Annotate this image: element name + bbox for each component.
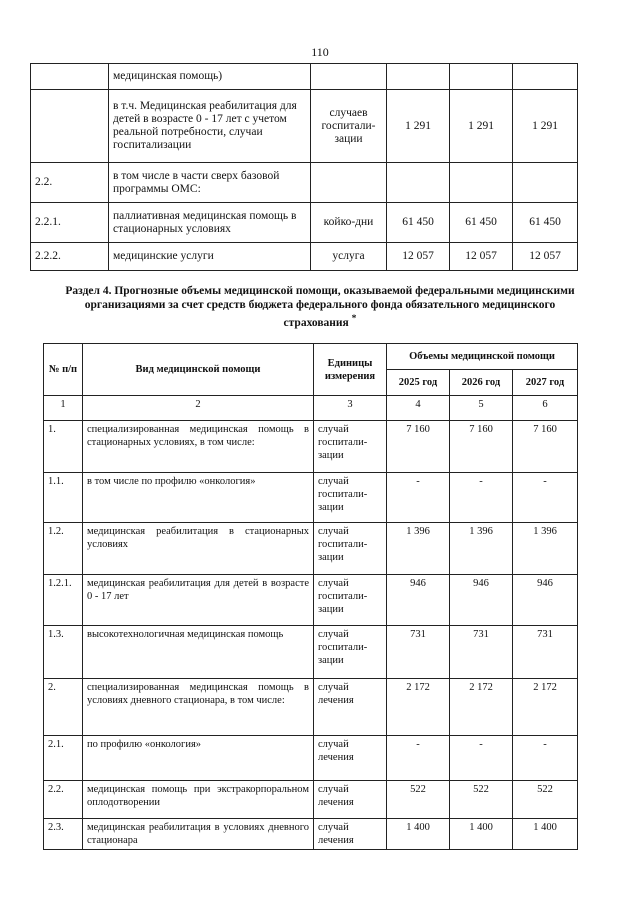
cell-v2027: 946 [513, 575, 578, 626]
table-row [31, 163, 578, 203]
cell-num: 1.3. [44, 626, 83, 679]
table-row [31, 90, 578, 163]
continued-table [30, 63, 578, 271]
table-row [31, 243, 578, 271]
column-number: 3 [314, 396, 387, 421]
cell-v2025 [387, 163, 450, 203]
cell-v2027: 731 [513, 626, 578, 679]
cell-name: специализированная медицинская помощь в стационарных условиях, в том числе: [83, 421, 314, 473]
cell-name: медицинские услуги [109, 243, 311, 271]
table-row [44, 626, 578, 679]
table-row [44, 473, 578, 523]
header-2026: 2026 год [450, 370, 513, 396]
cell-name: высокотехнологичная медицинская помощь [83, 626, 314, 679]
cell-v2026: 61 450 [450, 203, 513, 243]
cell-num: 2.1. [44, 736, 83, 781]
cell-v2027: - [513, 736, 578, 781]
cell-name: специализированная медицинская помощь в условиях дневного стационара, в том числе: [83, 679, 314, 736]
cell-unit [311, 64, 387, 90]
table-row [44, 781, 578, 819]
cell-v2027: 2 172 [513, 679, 578, 736]
cell-num: 2.2. [31, 163, 109, 203]
cell-v2026 [450, 64, 513, 90]
cell-v2026: - [450, 473, 513, 523]
cell-unit: случай лечения [314, 819, 387, 850]
table-row [44, 421, 578, 473]
cell-name: в т.ч. Медицинская реабилитация для детей в возрасте 0 - 17 лет с учетом реальной потребности, случаи госпитализации [109, 90, 311, 163]
cell-v2026: 1 291 [450, 90, 513, 163]
cell-num: 1.2.1. [44, 575, 83, 626]
cell-num: 2. [44, 679, 83, 736]
cell-name: медицинская помощь при экстракорпоральном оплодотворении [83, 781, 314, 819]
cell-v2025: - [387, 736, 450, 781]
table-row [44, 575, 578, 626]
cell-num: 1.2. [44, 523, 83, 575]
cell-unit: случай лечения [314, 781, 387, 819]
cell-num: 2.3. [44, 819, 83, 850]
cell-unit: услуга [311, 243, 387, 271]
cell-v2025: 12 057 [387, 243, 450, 271]
cell-num: 2.2.2. [31, 243, 109, 271]
header-2027: 2027 год [513, 370, 578, 396]
cell-name: в том числе в части сверх базовой программы ОМС: [109, 163, 311, 203]
cell-unit [311, 163, 387, 203]
table-row [44, 819, 578, 850]
section-title-text: Раздел 4. Прогнозные объемы медицинской помощи, оказываемой федеральными медицинскими организациями за счет средств бюджета федерального фонда обязательного медицинского страхования [65, 285, 575, 329]
cell-v2025: 946 [387, 575, 450, 626]
cell-v2025: 1 396 [387, 523, 450, 575]
column-number: 1 [44, 396, 83, 421]
cell-v2027: 522 [513, 781, 578, 819]
column-number: 6 [513, 396, 578, 421]
column-number: 4 [387, 396, 450, 421]
cell-v2027: 61 450 [513, 203, 578, 243]
header-2025: 2025 год [387, 370, 450, 396]
cell-unit: случай госпитали-зации [314, 626, 387, 679]
cell-v2025: - [387, 473, 450, 523]
cell-unit: случай госпитали-зации [314, 421, 387, 473]
cell-v2026: - [450, 736, 513, 781]
cell-name: в том числе по профилю «онкология» [83, 473, 314, 523]
cell-v2025: 731 [387, 626, 450, 679]
cell-v2026: 12 057 [450, 243, 513, 271]
cell-v2027 [513, 163, 578, 203]
cell-unit: случай лечения [314, 736, 387, 781]
cell-unit: случай госпитали-зации [314, 473, 387, 523]
section-title [60, 284, 580, 330]
footnote-mark: * [351, 313, 357, 324]
cell-name: медицинская реабилитация для детей в возрасте 0 - 17 лет [83, 575, 314, 626]
cell-v2025: 7 160 [387, 421, 450, 473]
cell-unit: случай госпитали-зации [314, 523, 387, 575]
column-number: 5 [450, 396, 513, 421]
cell-v2026 [450, 163, 513, 203]
cell-v2027: 1 396 [513, 523, 578, 575]
cell-v2026: 7 160 [450, 421, 513, 473]
forecast-volumes-table [43, 343, 578, 850]
cell-v2027: 1 291 [513, 90, 578, 163]
cell-name: по профилю «онкология» [83, 736, 314, 781]
header-name: Вид медицинской помощи [83, 344, 314, 396]
cell-name: паллиативная медицинская помощь в стационарных условиях [109, 203, 311, 243]
cell-num [31, 64, 109, 90]
cell-unit: случай госпитали-зации [314, 575, 387, 626]
table-row [44, 679, 578, 736]
column-number: 2 [83, 396, 314, 421]
cell-num [31, 90, 109, 163]
cell-v2027 [513, 64, 578, 90]
header-unit: Единицы измерения [314, 344, 387, 396]
table-row [44, 736, 578, 781]
cell-v2026: 1 400 [450, 819, 513, 850]
cell-unit: случай лечения [314, 679, 387, 736]
cell-v2026: 522 [450, 781, 513, 819]
page-number: 110 [311, 45, 329, 59]
cell-name: медицинская помощь) [109, 64, 311, 90]
cell-v2026: 2 172 [450, 679, 513, 736]
cell-num: 2.2. [44, 781, 83, 819]
table-row [31, 203, 578, 243]
header-volumes: Объемы медицинской помощи [387, 344, 578, 370]
cell-v2025: 61 450 [387, 203, 450, 243]
cell-num: 1.1. [44, 473, 83, 523]
cell-v2026: 946 [450, 575, 513, 626]
cell-v2026: 731 [450, 626, 513, 679]
cell-v2025: 1 400 [387, 819, 450, 850]
cell-v2026: 1 396 [450, 523, 513, 575]
cell-v2027: 1 400 [513, 819, 578, 850]
cell-name: медицинская реабилитация в стационарных условиях [83, 523, 314, 575]
cell-num: 2.2.1. [31, 203, 109, 243]
cell-v2027: 12 057 [513, 243, 578, 271]
cell-unit: койко-дни [311, 203, 387, 243]
cell-v2027: - [513, 473, 578, 523]
cell-v2025 [387, 64, 450, 90]
header-num: № п/п [44, 344, 83, 396]
cell-v2025: 522 [387, 781, 450, 819]
cell-v2025: 2 172 [387, 679, 450, 736]
cell-num: 1. [44, 421, 83, 473]
cell-v2027: 7 160 [513, 421, 578, 473]
table-row [31, 64, 578, 90]
table-row [44, 523, 578, 575]
cell-unit: случаев госпитали-зации [311, 90, 387, 163]
cell-v2025: 1 291 [387, 90, 450, 163]
cell-name: медицинская реабилитация в условиях дневного стационара [83, 819, 314, 850]
